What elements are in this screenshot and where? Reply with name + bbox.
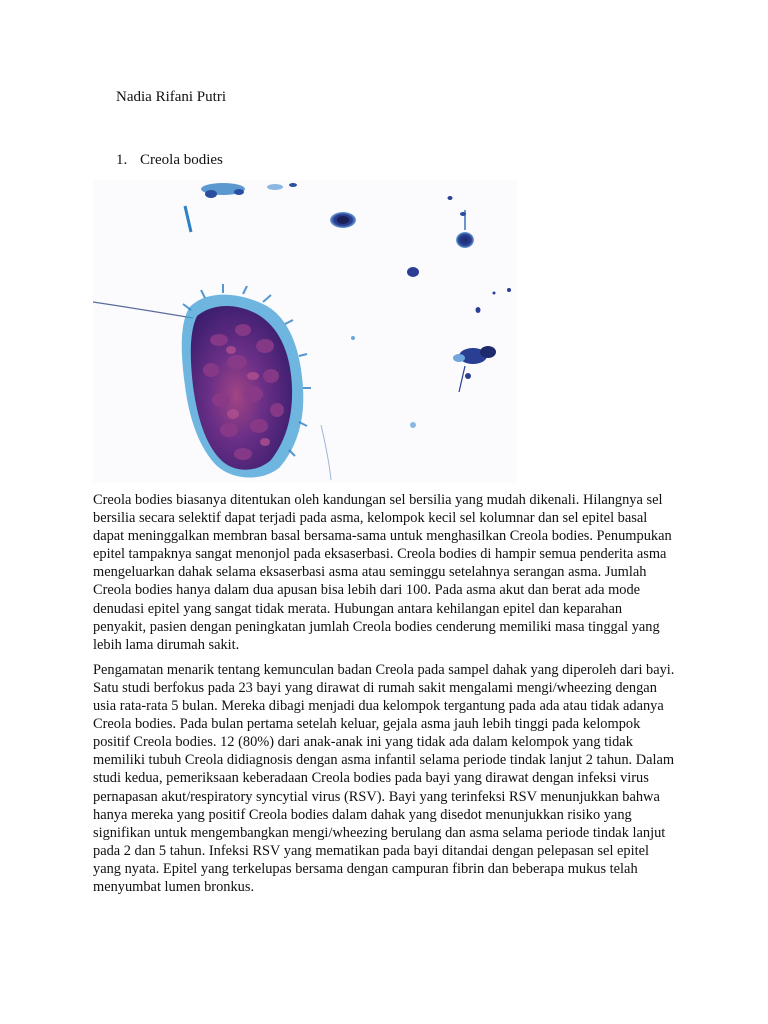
author-name: Nadia Rifani Putri (116, 89, 226, 105)
body-text (93, 491, 678, 903)
paragraph-2: Pengamatan menarik tentang kemunculan badan Creola pada sampel dahak yang diperoleh dari bayi. Satu studi berfokus pada 23 bayi yang dirawat di rumah sakit mengalami mengi/wheezing dengan usia rata-rata 5 bulan. Mereka dibagi menjadi dua kelompok tergantung pada ada atau tidak adanya Creola bodies. Pada bulan pertama setelah keluar, gejala asma jauh lebih tinggi pada kelompok positif Creola bodies. 12 (80%) dari anak-anak ini yang tidak ada dalam kelompok yang tidak memiliki tubuh Creola didiagnosis dengan asma infantil selama periode tindak lanjut 2 tahun. Dalam studi kedua, pemeriksaan keberadaan Creola bodies pada bayi yang dirawat dengan infeksi virus pernapasan akut/respiratory syncytial virus (RSV). Bayi yang terinfeksi RSV menunjukkan bahwa hanya mereka yang positif Creola bodies dalam dahak yang disedot menunjukkan risiko yang signifikan untuk mengembangkan mengi/wheezing berulang dan asma selama periode tindak lanjut pada 2 dan 5 tahun. Infeksi RSV yang mematikan pada bayi ditandai dengan pelepasan sel epitel yang nyata. Epitel yang terkelupas bersama dengan campuran fibrin dan beberapa mukus telah menyumbat lumen bronkus. (93, 661, 675, 895)
section-heading (116, 151, 223, 169)
paragraph-1: Creola bodies biasanya ditentukan oleh kandungan sel bersilia yang mudah dikenali. Hilangnya sel bersilia secara selektif dapat terjadi pada asma, kelompok kecil sel kolumnar dan sel epitel basal dapat meninggalkan membran basal bersama-sama untuk menghasilkan Creola bodies. Penumpukan epitel tampaknya sangat menonjol pada eksaserbasi. Creola bodies di hampir semua penderita asma mengeluarkan dahak selama eksaserbasi asma atau seminggu setelahnya serangan asma. Jumlah Creola bodies hanya dalam dua apusan bisa lebih dari 100. Pada asma akut dan berat ada mode denudasi epitel yang sangat tidak merata. Hubungan antara kehilangan epitel dan keparahan penyakit, pasien dengan peningkatan jumlah Creola bodies cenderung memiliki masa tinggal yang lebih lama dirumah sakit. (93, 492, 672, 653)
section-title: Creola bodies (140, 152, 223, 168)
micrograph-drawing (93, 180, 517, 483)
section-number: 1. (116, 152, 128, 168)
creola-bodies-micrograph (93, 180, 517, 483)
